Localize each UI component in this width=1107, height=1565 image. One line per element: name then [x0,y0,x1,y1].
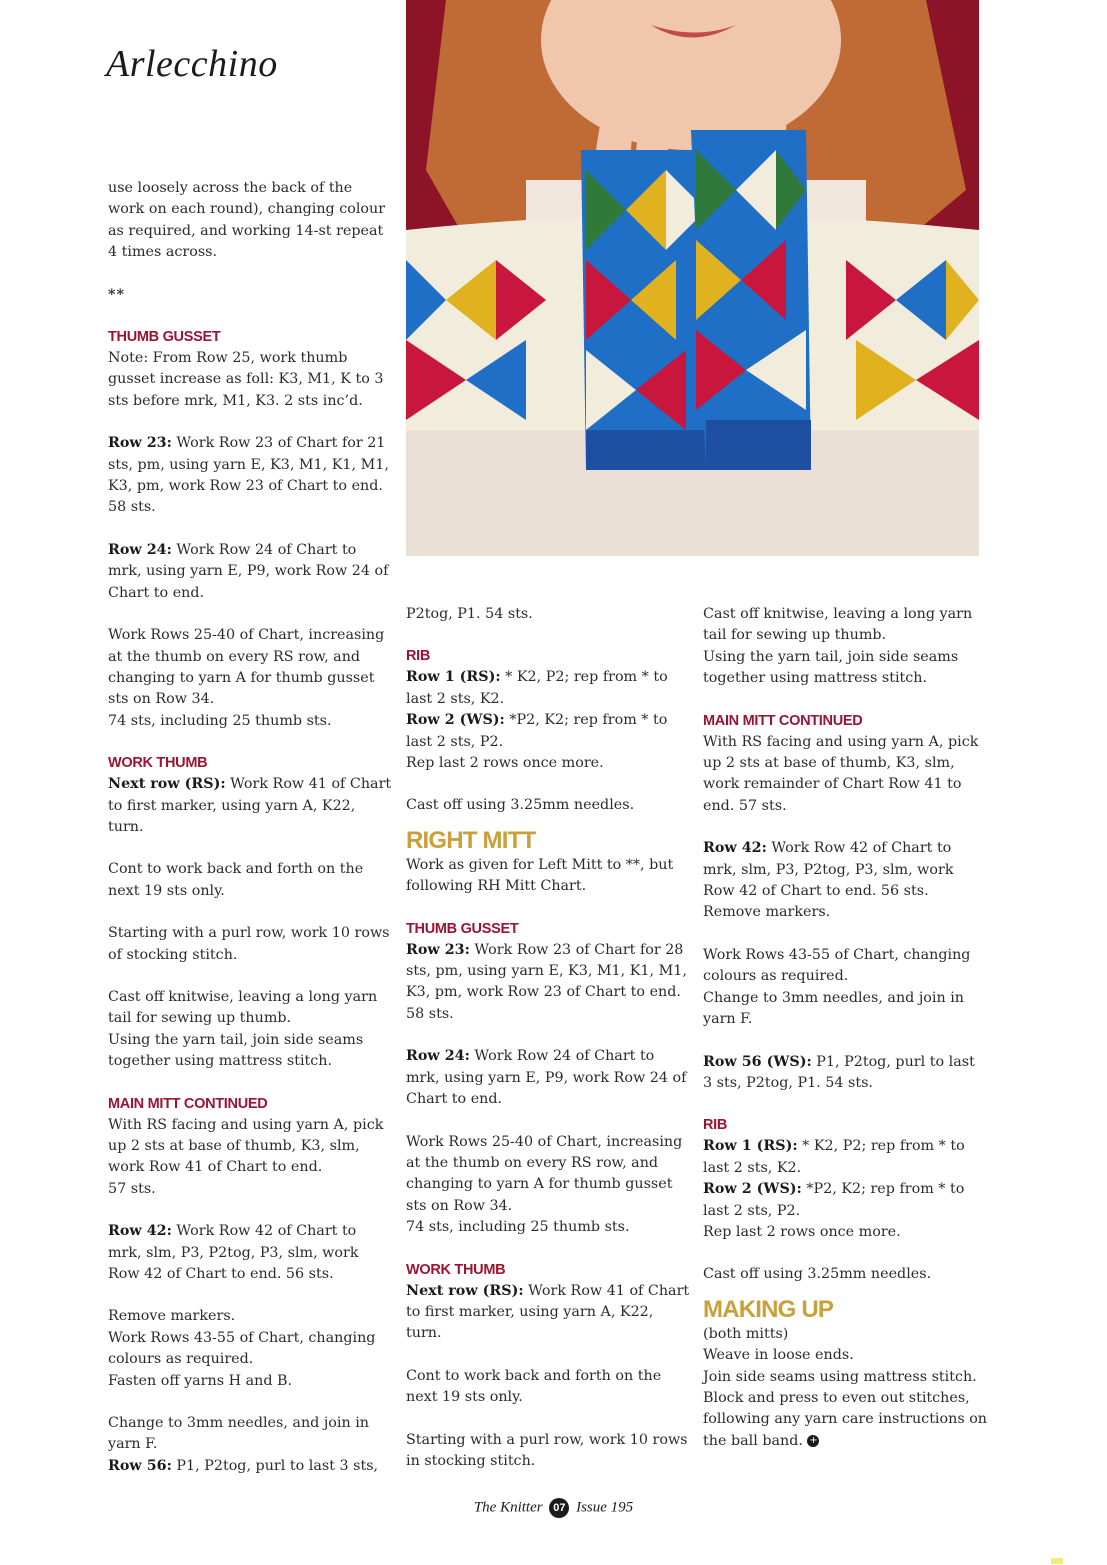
cast-off-instruction: Cast off using 3.25mm needles. [406,797,635,814]
model-photo [406,0,979,556]
change-needles-instruction: Change to 3mm needles, and join in yarn F. [703,989,965,1028]
column-3 [703,604,988,1452]
section-heading-work-thumb: WORK THUMB [406,1261,506,1278]
continue-instruction: Cont to work back and forth on the next 19 sts only. [108,861,364,899]
weave-instruction: Weave in loose ends. [703,1347,854,1364]
continue-instruction: Cont to work back and forth on the next 19 sts only. [406,1367,662,1406]
rib-repeat: Rep last 2 rows once more. [703,1223,901,1240]
rows-25-40-instruction: Work Rows 25-40 of Chart, increasing at the thumb on every RS row, and changing to yarn A for thumb gusset sts on Row 34. [406,1133,683,1214]
corner-mark [1051,1558,1063,1564]
pickup-instruction: With RS facing and using yarn A, pick up 2 sts at base of thumb, K3, slm, work remainder of Chart Row 41 to end. 57 sts. [703,733,979,814]
rows-25-40-instruction: Work Rows 25-40 of Chart, increasing at the thumb on every RS row, and changing to yarn A for thumb gusset sts on Row 34. [108,627,385,708]
column-1 [108,178,393,1477]
page-number: 07 [549,1498,569,1518]
rib-row-2: Row 2 (WS): *P2, K2; rep from * to last 2 sts, P2. [406,712,668,750]
section-heading-thumb-gusset: THUMB GUSSET [406,920,519,937]
rib-row-1: Row 1 (RS): * K2, P2; rep from * to last 2 sts, K2. [703,1138,965,1176]
section-heading-main-mitt: MAIN MITT CONTINUED [108,1095,268,1112]
row-24-instruction: Row 24: Work Row 24 of Chart to mrk, using yarn E, P9, work Row 24 of Chart to end. [108,541,389,601]
row-42-instruction: Row 42: Work Row 42 of Chart to mrk, slm, P3, P2tog, P3, slm, work Row 42 of Chart to end. 56 sts. [703,840,954,900]
cast-off-instruction: Cast off knitwise, leaving a long yarn tail for sewing up thumb. [108,988,378,1027]
rib-row-2: Row 2 (WS): *P2, K2; rep from * to last 2 sts, P2. [703,1181,965,1219]
remove-markers-instruction: Remove markers. [108,1308,236,1325]
change-needles-instruction: Change to 3mm needles, and join in yarn F. [108,1415,370,1453]
purl-row-instruction: Starting with a purl row, work 10 rows of stocking stitch. [108,925,390,963]
right-mitt [691,130,811,470]
join-instruction: Join side seams using mattress stitch. [703,1368,977,1385]
left-mitt-marker: ** [108,286,125,303]
right-mitt-instruction: Work as given for Left Mitt to **, but following RH Mitt Chart. [406,856,674,895]
remove-markers-instruction: Remove markers. [703,904,831,921]
making-up-subtitle: (both mitts) [703,1325,789,1342]
row-24-instruction: Row 24: Work Row 24 of Chart to mrk, using yarn E, P9, work Row 24 of Chart to end. [406,1048,687,1108]
block-instruction: Block and press to even out stitches, following any yarn care instructions on the ball band. + [703,1389,988,1449]
next-row-instruction: Next row (RS): Work Row 41 of Chart to first marker, using yarn A, K22, turn. [108,776,392,835]
join-seams-instruction: Using the yarn tail, join side seams together using mattress stitch. [108,1031,364,1070]
stitch-count: 74 sts, including 25 thumb sts. [108,712,332,729]
join-seams-instruction: Using the yarn tail, join side seams together using mattress stitch. [703,648,959,687]
magazine-name: The Knitter [473,1499,543,1516]
cast-off-instruction: Cast off using 3.25mm needles. [703,1266,932,1283]
rib-repeat: Rep last 2 rows once more. [406,755,604,772]
section-heading-right-mitt: RIGHT MITT [406,826,536,854]
row-23-instruction: Row 23: Work Row 23 of Chart for 21 sts, pm, using yarn E, K3, M1, K1, M1, K3, pm, work Row 23 of Chart to end. 58 sts. [108,435,389,516]
thumb-gusset-note: Note: From Row 25, work thumb gusset increase as foll: K3, M1, K to 3 sts before mrk, M1, K3. 2 sts inc’d. [108,350,384,409]
purl-row-instruction: Starting with a purl row, work 10 rows in stocking stitch. [406,1431,688,1469]
section-heading-thumb-gusset: THUMB GUSSET [108,329,221,346]
rib-row-1: Row 1 (RS): * K2, P2; rep from * to last 2 sts, K2. [406,669,668,707]
rows-43-55-instruction: Work Rows 43-55 of Chart, changing colours as required. [703,946,971,985]
page-title: Arlecchino [106,43,278,85]
intro-text: use loosely across the back of the work on each round), changing colour as required, and working 14-st repeat 4 times across. [108,180,386,261]
issue-number: Issue 195 [576,1499,634,1516]
section-heading-rib: RIB [703,1117,728,1134]
section-heading-main-mitt: MAIN MITT CONTINUED [703,712,863,729]
row-56-continued: P2tog, P1. 54 sts. [406,606,533,622]
section-heading-work-thumb: WORK THUMB [108,755,208,772]
page-footer [0,1498,1107,1518]
row-42-instruction: Row 42: Work Row 42 of Chart to mrk, slm, P3, P2tog, P3, slm, work Row 42 of Chart to end. 56 sts. [108,1223,359,1283]
fasten-off-instruction: Fasten off yarns H and B. [108,1372,293,1389]
section-heading-rib: RIB [406,648,431,665]
stitch-count: 57 sts. [108,1180,156,1197]
pickup-instruction: With RS facing and using yarn A, pick up 2 sts at base of thumb, K3, slm, work Row 41 of Chart to end. [108,1116,384,1176]
stitch-count: 74 sts, including 25 thumb sts. [406,1219,630,1236]
row-23-instruction: Row 23: Work Row 23 of Chart for 28 sts, pm, using yarn E, K3, M1, K1, M1, K3, pm, work Row 23 of Chart to end. 58 sts. [406,941,687,1022]
cast-off-instruction: Cast off knitwise, leaving a long yarn tail for sewing up thumb. [703,606,973,644]
row-56-instruction: Row 56 (WS): P1, P2tog, purl to last 3 sts, P2tog, P1. 54 sts. [703,1053,975,1091]
row-56-instruction: Row 56: P1, P2tog, purl to last 3 sts, [108,1457,379,1474]
column-2 [406,604,691,1472]
end-mark-icon: + [809,1434,818,1446]
rows-43-55-instruction: Work Rows 43-55 of Chart, changing colours as required. [108,1329,376,1368]
section-heading-making-up: MAKING UP [703,1295,834,1323]
next-row-instruction: Next row (RS): Work Row 41 of Chart to first marker, using yarn A, K22, turn. [406,1282,690,1342]
